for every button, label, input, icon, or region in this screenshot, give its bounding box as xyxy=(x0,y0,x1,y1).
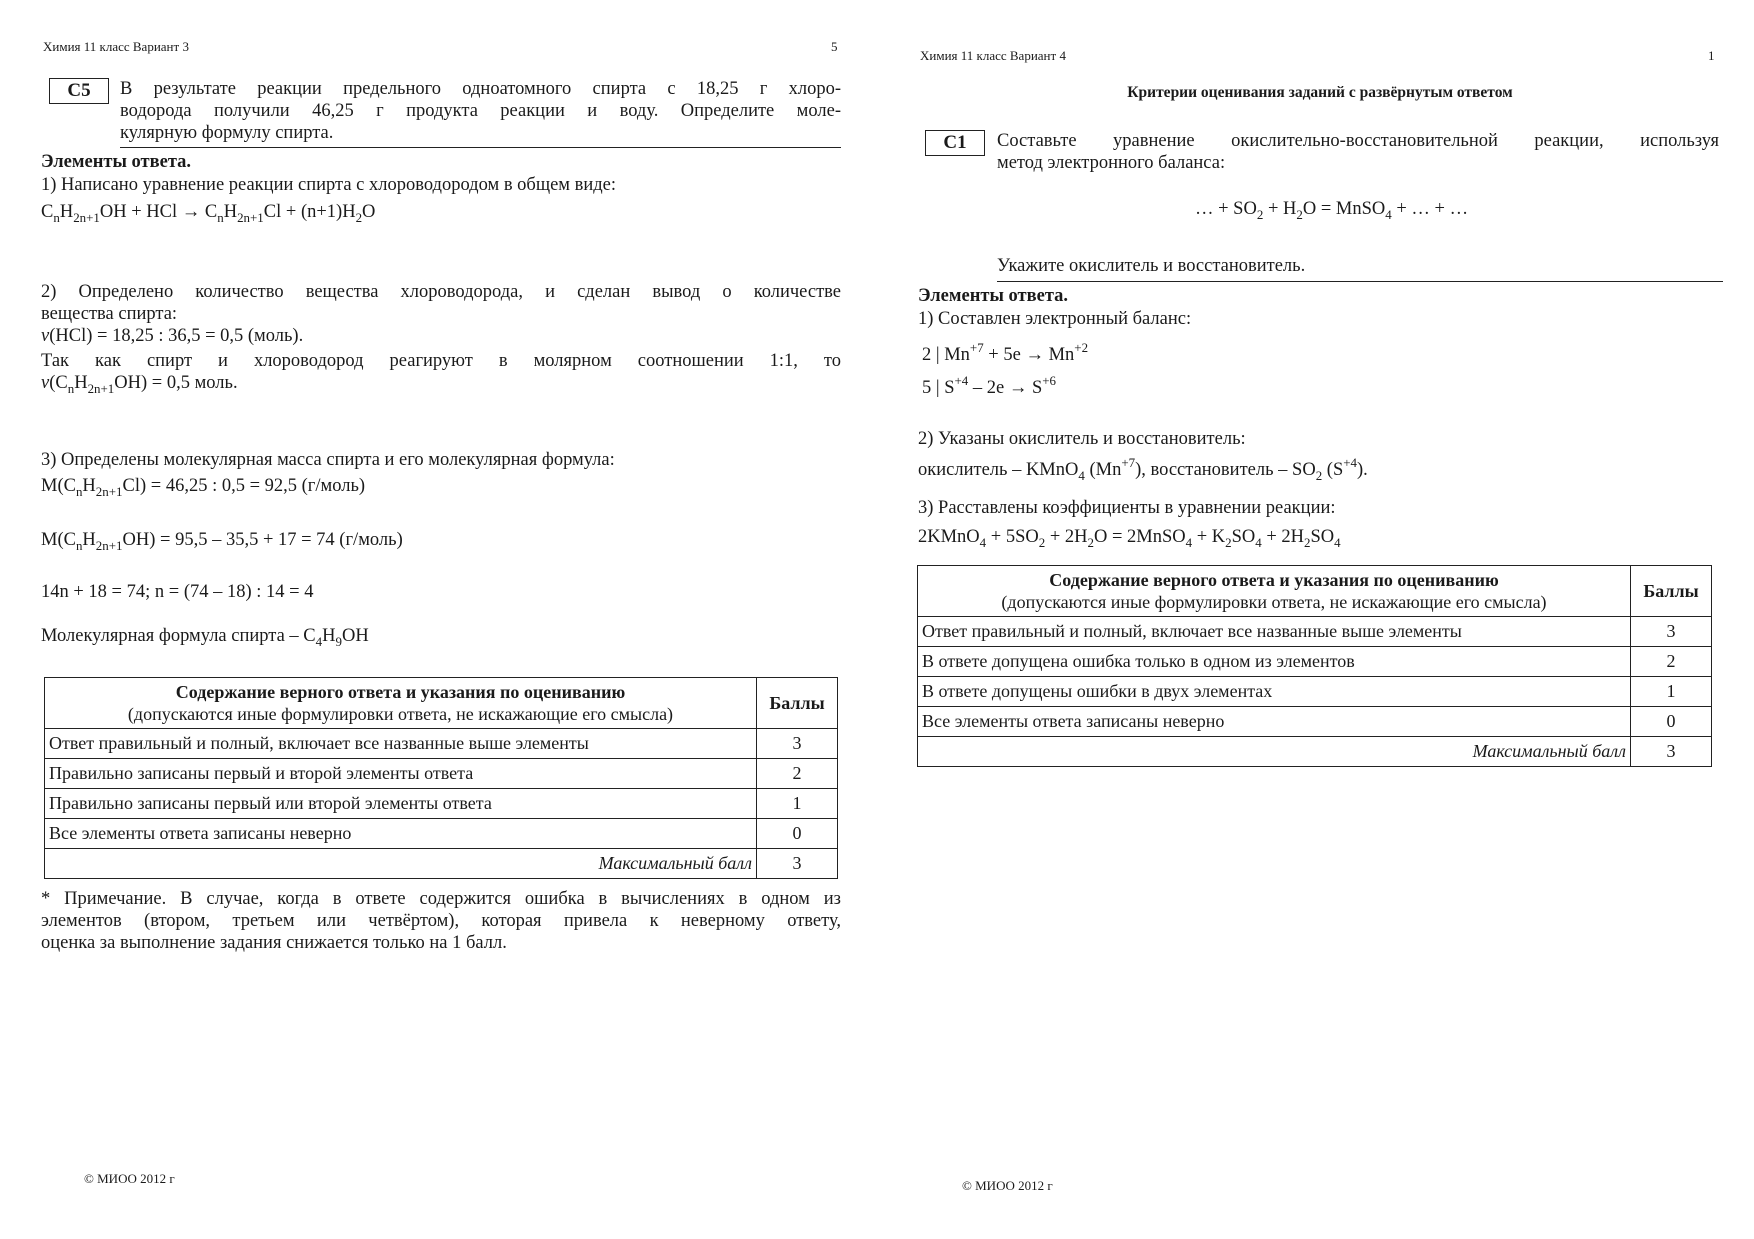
reaction-scheme: … + $SO_2 + H_2O$ = MnSO$_4$ + … + … xyxy=(1195,199,1469,222)
row-text: Все элементы ответа записаны неверно xyxy=(918,707,1631,737)
table-header-content: Содержание верного ответа и указания по оцениванию (допускаются иные формулировки ответа, не искажающие его смысла) xyxy=(45,678,757,729)
row-score: 1 xyxy=(757,789,838,819)
step2-text-line-1: 2) Определено количество вещества хлороводорода, и сделан вывод о количестве xyxy=(41,282,841,302)
table-header-score: Баллы xyxy=(1631,566,1712,617)
step3-text: 3) Расставлены коэффициенты в уравнении реакции: xyxy=(918,498,1336,518)
table-row xyxy=(918,617,1712,647)
row-text: Правильно записаны первый или второй элементы ответа xyxy=(45,789,757,819)
row-text: Ответ правильный и полный, включает все названные выше элементы xyxy=(45,729,757,759)
grading-table xyxy=(44,677,838,879)
criteria-title: Критерии оценивания заданий с развёрнутым ответом xyxy=(1127,84,1513,101)
page-header: Химия 11 класс Вариант 4 xyxy=(920,48,1066,63)
elements-title: Элементы ответа. xyxy=(41,152,192,172)
page-header: Химия 11 класс Вариант 3 xyxy=(43,39,189,54)
table-row xyxy=(918,647,1712,677)
row-text: Правильно записаны первый и второй элементы ответа xyxy=(45,759,757,789)
task-label-box: C1 xyxy=(925,130,985,156)
max-score-label: Максимальный балл xyxy=(918,737,1631,767)
row-score: 2 xyxy=(1631,647,1712,677)
max-score-value: 3 xyxy=(1631,737,1712,767)
table-max-row xyxy=(918,737,1712,767)
full-equation: 2KMnO$_4$ + $5SO_2 + 2H_2O$ = 2MnSO$_4$ + $K_2SO_4 + 2H_2SO_4$ xyxy=(918,527,1341,550)
balance-line-2: 5 | $S^{+4} - 2e \to S^{+6}$ xyxy=(922,373,1057,398)
step2-text-line-2: вещества спирта: xyxy=(41,304,178,324)
row-text: В ответе допущена ошибка только в одном из элементов xyxy=(918,647,1631,677)
task-text-line-3: кулярную формулу спирта. xyxy=(120,123,334,143)
task-text-line-2: метод электронного баланса: xyxy=(997,153,1226,173)
molar-mass-1: $M(C_nH_{2n+1}Cl) = 46,25$ : 0,5 = 92,5 (г/моль) xyxy=(41,476,366,499)
note-line-3: оценка за выполнение задания снижается только на 1 балл. xyxy=(41,933,507,953)
max-score-label: Максимальный балл xyxy=(45,849,757,879)
step2-calc: ν(HCl) = 18,25 : 36,5 = 0,5 (моль). xyxy=(41,326,304,346)
task-text-line-1: В результате реакции предельного одноатомного спирта с 18,25 г хлоро- xyxy=(120,79,841,99)
row-score: 3 xyxy=(757,729,838,759)
page-number: 1 xyxy=(1708,48,1715,63)
task-divider xyxy=(120,147,841,148)
page-footer: © МИОО 2012 г xyxy=(962,1178,1053,1193)
task-text-line-1: Составьте уравнение окислительно-восстановительной реакции, используя xyxy=(997,131,1719,151)
table-row xyxy=(45,759,838,789)
balance-line-1: 2 | $Mn^{+7} + 5e \to Mn^{+2}$ xyxy=(922,340,1089,365)
table-row xyxy=(45,789,838,819)
step2-calc-2: $\nu(C_nH_{2n+1}OH) = 0,5$ моль. xyxy=(41,373,238,396)
table-row xyxy=(918,677,1712,707)
table-header-row xyxy=(45,678,838,729)
task-label-box: C5 xyxy=(49,78,109,104)
indicate-text: Укажите окислитель и восстановитель. xyxy=(997,256,1306,276)
table-header-score: Баллы xyxy=(757,678,838,729)
reaction-equation: $C_nH_{2n+1}OH$ + HCl → $C_nH_{2n+1}Cl + (n+1)H_2O$ xyxy=(41,202,376,225)
step1-text: 1) Составлен электронный баланс: xyxy=(918,309,1192,329)
step1-text: 1) Написано уравнение реакции спирта с хлороводородом в общем виде: xyxy=(41,175,617,195)
right-page xyxy=(877,0,1754,1239)
row-text: В ответе допущены ошибки в двух элементах xyxy=(918,677,1631,707)
step2-text: 2) Указаны окислитель и восстановитель: xyxy=(918,429,1246,449)
table-header-row xyxy=(918,566,1712,617)
row-score: 1 xyxy=(1631,677,1712,707)
task-text-line-2: водорода получили 46,25 г продукта реакции и воду. Определите моле- xyxy=(120,101,841,121)
max-score-value: 3 xyxy=(757,849,838,879)
table-row xyxy=(918,707,1712,737)
row-score: 2 xyxy=(757,759,838,789)
row-text: Ответ правильный и полный, включает все названные выше элементы xyxy=(918,617,1631,647)
note-line-1: * Примечание. В случае, когда в ответе содержится ошибка в вычислениях в одном из xyxy=(41,889,841,909)
molar-mass-2: $M(C_nH_{2n+1}OH) = 95,5 - 35,5 + 17 = 74$ (г/моль) xyxy=(41,530,403,553)
oxidizer-reducer: окислитель – KMnO$_4$ $(Mn^{+7})$, восстановитель – $SO_2$ $(S^{+4})$. xyxy=(918,455,1368,483)
table-max-row xyxy=(45,849,838,879)
task-divider xyxy=(997,281,1723,282)
row-score: 0 xyxy=(757,819,838,849)
table-row xyxy=(45,819,838,849)
step2-text-line-3: Так как спирт и хлороводород реагируют в молярном соотношении 1:1, то xyxy=(41,351,841,371)
solve-n: 14n + 18 = 74; n = (74 – 18) : 14 = 4 xyxy=(41,582,314,602)
step3-text: 3) Определены молекулярная масса спирта и его молекулярная формула: xyxy=(41,450,615,470)
row-text: Все элементы ответа записаны неверно xyxy=(45,819,757,849)
page-footer: © МИОО 2012 г xyxy=(84,1171,175,1186)
grading-table xyxy=(917,565,1712,767)
row-score: 3 xyxy=(1631,617,1712,647)
table-row xyxy=(45,729,838,759)
row-score: 0 xyxy=(1631,707,1712,737)
elements-title: Элементы ответа. xyxy=(918,286,1069,306)
molecular-formula: Молекулярная формула спирта – $C_4H_9OH$ xyxy=(41,626,369,649)
page-number: 5 xyxy=(831,39,838,54)
table-header-content: Содержание верного ответа и указания по оцениванию (допускаются иные формулировки ответа, не искажающие его смысла) xyxy=(918,566,1631,617)
note-line-2: элементов (втором, третьем или четвёртом), которая привела к неверному ответу, xyxy=(41,911,841,931)
